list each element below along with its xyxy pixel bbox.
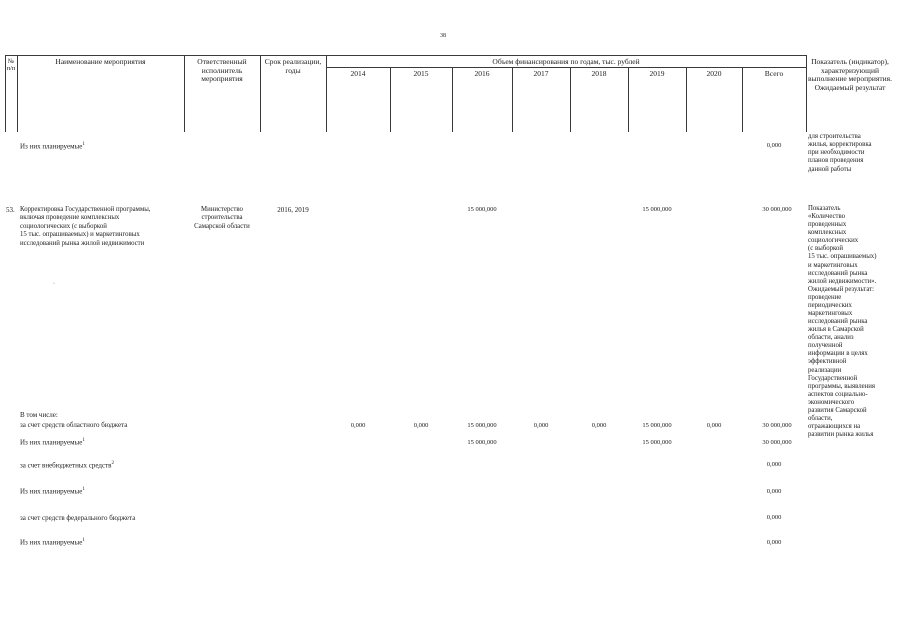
row-total: 0,000 xyxy=(766,142,782,149)
including-label: В том числе: xyxy=(20,411,58,419)
regional-value: 15 000,000 xyxy=(642,422,672,429)
regional-planned-2019: 15 000,000 xyxy=(642,439,672,446)
header-divider xyxy=(806,55,807,132)
item-2019: 15 000,000 xyxy=(642,206,672,213)
row-label: Из них планируемые$^1$ xyxy=(20,538,85,547)
regional-value: 0,000 xyxy=(350,422,366,429)
regional-value: 0,000 xyxy=(533,422,549,429)
row-label: за счет внебюджетных средств$^2$ xyxy=(20,461,114,470)
item-name: Корректировка Государственной программы, включая проведение комплексных социологических (с выборкой 15 тыс. опрашиваемых) и маркетинговых исследований рынка жилой недвижимости xyxy=(20,206,151,247)
regional-value: 0,000 xyxy=(413,422,429,429)
item-total: 30 000,000 xyxy=(762,206,792,213)
header-financing: Объем финансирования по годам, тыс. рублей xyxy=(492,57,640,66)
header-divider xyxy=(184,55,185,132)
header-mid-line xyxy=(326,67,806,68)
header-year: 2020 xyxy=(706,69,722,78)
row-label: Из них планируемые$^1$ xyxy=(20,438,85,447)
header-total: Всего xyxy=(764,69,784,78)
header-year: 2018 xyxy=(591,69,607,78)
row-label: Из них планируемые$^1$ xyxy=(20,487,85,496)
header-divider xyxy=(260,55,261,132)
header-number: № п/п xyxy=(6,58,16,73)
row-total: 0,000 xyxy=(766,461,782,468)
page-number: 38 xyxy=(440,33,446,39)
header-indicator: Показатель (индикатор), характеризующий выполнение мероприятия. Ожидаемый результат xyxy=(808,57,892,92)
regional-planned-2016: 15 000,000 xyxy=(467,439,497,446)
header-year: 2017 xyxy=(533,69,549,78)
regional-planned-total: 30 000,000 xyxy=(762,439,792,446)
header-year: 2015 xyxy=(413,69,429,78)
header-name: Наименование мероприятия xyxy=(55,57,146,66)
top-indicator-text: для строительства жилья, корректировка при необходимости планов проведения данной работы xyxy=(808,133,872,173)
header-responsible: Ответственный исполнитель мероприятия xyxy=(197,57,247,84)
row-total: 0,000 xyxy=(766,514,782,521)
header-year: 2019 xyxy=(649,69,665,78)
regional-label: за счет средств областного бюджета xyxy=(20,421,128,429)
header-year: 2014 xyxy=(350,69,366,78)
regional-value: 15 000,000 xyxy=(467,422,497,429)
header-top-line xyxy=(5,55,806,56)
regional-total: 30 000,000 xyxy=(762,422,792,429)
item-number: 53. xyxy=(6,206,15,214)
item-indicator-text: Показатель «Количество проведенных комплексных социологических (с выборкой 15 тыс. опрашиваемых) и маркетинговых исследований рынка жилой недвижимости». Ожидаемый результат: проведение периодических маркетинговых исследований рынка жилья в Самарской области, анализ полученной информации в целях эффективной реализации Государственной программы, выявления аспектов социально- экономического развития Самарской области, отражающихся на развитии рынка жилья xyxy=(808,205,877,439)
header-year: 2016 xyxy=(474,69,490,78)
stray-mark: · xyxy=(53,281,55,287)
row-total: 0,000 xyxy=(766,488,782,495)
row-label: за счет средств федерального бюджета xyxy=(20,514,136,522)
row-label: Из них планируемые$^1$ xyxy=(20,142,85,151)
regional-value: 0,000 xyxy=(706,422,722,429)
item-2016: 15 000,000 xyxy=(467,206,497,213)
regional-value: 0,000 xyxy=(591,422,607,429)
item-responsible: Министерство строительства Самарской области xyxy=(194,206,250,230)
row-total: 0,000 xyxy=(766,539,782,546)
item-term: 2016, 2019 xyxy=(277,206,309,214)
header-term: Срок реализации, годы xyxy=(264,57,322,75)
